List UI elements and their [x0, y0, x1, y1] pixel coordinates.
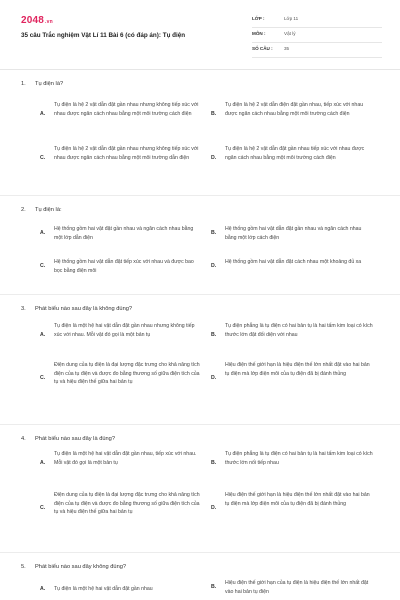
option-letter: B. [211, 584, 217, 591]
option-text: Tụ điện là hệ 2 vật dẫn điện đặt gần nhau, tiếp xúc với nhau được ngăn cách nhau bằng một môi trường cách điện [225, 102, 364, 117]
question-header [21, 81, 63, 87]
meta-label: LỚP : [252, 16, 265, 21]
question-item [0, 196, 400, 295]
option-text: Tụ điện là hệ 2 vật dẫn đặt gần nhau tiếp xúc với nhau được ngăn cách nhau bằng một môi trường cách điện [225, 146, 365, 161]
question-text: Tụ điện là: [35, 207, 62, 213]
meta-row-question-count [252, 43, 382, 58]
option-text: Tụ điện là hệ 2 vật dẫn đặt gần nhau nhưng không tiếp xúc với nhau được ngăn cách nhau bằng một môi trường cách điện [54, 102, 199, 117]
option-letter: D. [211, 263, 217, 270]
question-header [21, 436, 115, 442]
question-number: 3. [21, 306, 26, 312]
meta-value: 35 [284, 46, 290, 51]
question-list [0, 70, 400, 600]
question-header [21, 564, 126, 570]
option-text: Điện dung của tụ điện là đại lượng đặc trưng cho khả năng tích điện của tụ điện và được đo bằng thương số giữa điện tích của tụ và hiệu điện thế giữa hai bản tụ [54, 362, 200, 386]
question-text: Tụ điện là? [35, 81, 64, 87]
option-letter: A. [40, 586, 46, 592]
option-letter: A. [40, 331, 46, 338]
meta-label: SỐ CÂU : [252, 46, 273, 51]
option-letter: A. [40, 230, 46, 237]
option-text: Hệ thống gồm hai vật đặt gần nhau và ngăn cách nhau bằng một lớp dẫn điện [54, 226, 194, 241]
question-number: 5. [21, 564, 26, 570]
question-number: 2. [21, 207, 26, 213]
option-text: Tụ điện phẳng là tụ điện có hai bản tụ là hai tấm kim loại có kích thước lớn nối tiếp nhau [225, 451, 373, 466]
option-text: Hệ thống gồm hai vật dẫn đặt cách nhau một khoảng đủ xa [225, 259, 362, 265]
meta-value: Vật lý [284, 31, 296, 36]
option-letter: B. [211, 110, 217, 117]
option-letter: C. [40, 154, 46, 161]
question-text: Phát biểu nào sau đây không đúng? [35, 564, 127, 570]
option-text: Hệ thống gồm hai vật dẫn đặt tiếp xúc với nhau và được bao bọc bằng điện môi [54, 259, 194, 274]
option-text: Hiệu điện thế giới hạn là hiệu điện thế lớn nhất đặt vào hai bản tụ điện mà lớp điện môi của tụ điện đã bị đánh thủng [225, 362, 370, 377]
question-text: Phát biểu nào sau đây là đúng? [35, 436, 116, 442]
option-letter: C. [40, 263, 46, 270]
option-text: Tụ điện phẳng là tụ điện có hai bản tụ là hai tấm kim loại có kích thước lớn đặt đối diện với nhau [225, 323, 373, 338]
option-letter: B. [211, 459, 217, 466]
option-text: Tụ điện là một hệ hai vật dẫn đặt gần nhau, tiếp xúc với nhau. Mỗi vật đó gọi là một bản tụ [54, 451, 197, 466]
document-title: 35 câu Trắc nghiệm Vật Lí 11 Bài 6 (có đáp án): Tụ điện [21, 32, 186, 39]
question-number: 1. [21, 81, 26, 87]
option-text: Tụ điện là một hệ hai vật dẫn đặt gần nhau [54, 586, 153, 592]
question-item [0, 295, 400, 425]
meta-row-class [252, 13, 382, 28]
question-text: Phát biểu nào sau đây là không đúng? [35, 306, 133, 312]
option-text: Hiệu điện thế giới hạn là hiệu điện thế lớn nhất đặt vào hai bản tụ điện mà lớp điện môi của tụ điện đã bị đánh thủng [225, 492, 370, 507]
document-meta [252, 13, 382, 58]
site-logo[interactable] [21, 15, 53, 26]
option-text: Hiệu điện thế giới hạn của tụ điện là hiệu điện thế lớn nhất đặt vào hai bản tụ điện [225, 580, 369, 595]
option-letter: A. [40, 459, 46, 466]
question-item [0, 553, 400, 600]
question-number: 4. [21, 436, 26, 442]
question-item [0, 425, 400, 553]
question-item [0, 70, 400, 196]
meta-label: MÔN : [252, 31, 266, 36]
option-letter: C. [40, 374, 46, 381]
option-text: Hệ thống gồm hai vật dẫn đặt gần nhau và ngăn cách nhau bằng một lớp cách điện [225, 226, 362, 241]
option-text: Tụ điện là một hệ hai vật dẫn đặt gần nhau nhưng không tiếp xúc với nhau. Mỗi vật đó gọi là một bản tụ [54, 323, 195, 338]
option-letter: B. [211, 230, 217, 237]
logo-text: 2048 [21, 15, 45, 26]
option-letter: C. [40, 504, 46, 511]
meta-value: Lớp 11 [284, 16, 299, 21]
option-letter: D. [211, 154, 217, 161]
meta-row-subject [252, 28, 382, 43]
option-text: Điện dung của tụ điện là đại lượng đặc trưng cho khả năng tích điện của tụ điện và được đo bằng thương số giữa điện tích của tụ và hiệu điện thế giữa hai bản tụ [54, 492, 200, 516]
option-letter: D. [211, 504, 217, 511]
option-letter: B. [211, 331, 217, 338]
question-header [21, 207, 62, 213]
option-letter: A. [40, 110, 46, 117]
option-text: Tụ điện là hệ 2 vật dẫn đặt gần nhau nhưng không tiếp xúc với nhau được ngăn cách nhau bằng một môi trường dẫn điện [54, 146, 199, 161]
option-letter: D. [211, 374, 217, 381]
question-header [21, 306, 132, 312]
logo-suffix: .vn [45, 19, 53, 25]
document-header [0, 0, 400, 70]
